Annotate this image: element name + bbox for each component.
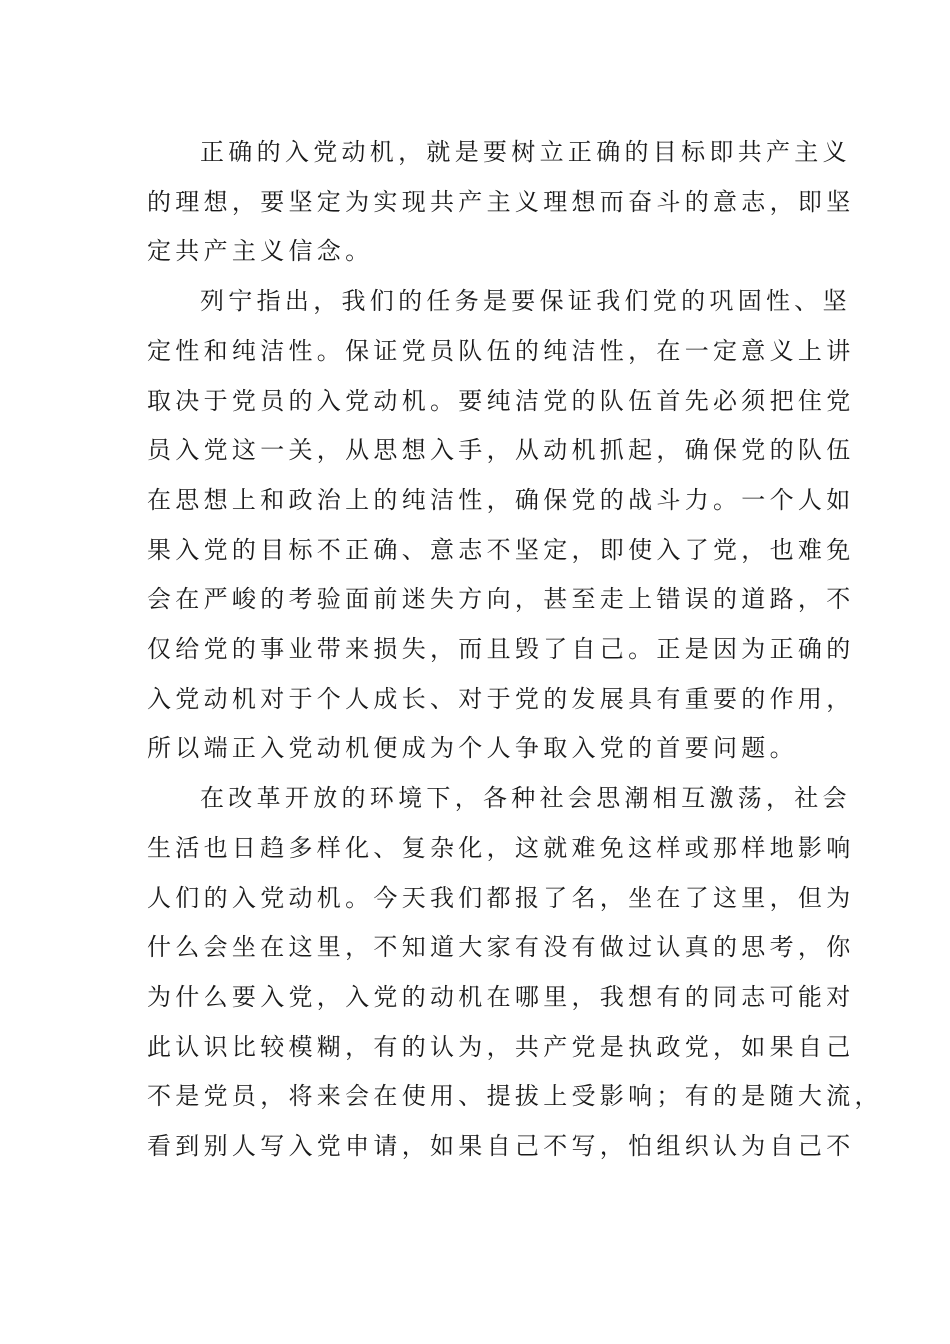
text-line: 生活也日趋多样化、复杂化，这就难免这样或那样地影响 xyxy=(147,833,855,862)
paragraph-1 xyxy=(147,128,855,277)
text-line: 在改革开放的环境下，各种社会思潮相互激荡，社会 xyxy=(200,784,851,813)
paragraph-3 xyxy=(147,774,883,1172)
text-line: 入党动机对于个人成长、对于党的发展具有重要的作用， xyxy=(147,684,855,713)
document-body xyxy=(147,128,883,1172)
text-line: 果入党的目标不正确、意志不坚定，即使入了党，也难免 xyxy=(147,535,855,564)
text-line: 的理想，要坚定为实现共产主义理想而奋斗的意志，即坚 xyxy=(147,187,855,216)
text-line: 此认识比较模糊，有的认为，共产党是执政党，如果自己 xyxy=(147,1032,855,1061)
text-line: 取决于党员的入党动机。要纯洁党的队伍首先必须把住党 xyxy=(147,386,855,415)
text-line: 所以端正入党动机便成为个人争取入党的首要问题。 xyxy=(147,734,798,763)
text-line: 列宁指出，我们的任务是要保证我们党的巩固性、坚 xyxy=(200,287,851,316)
text-line: 人们的入党动机。今天我们都报了名，坐在了这里，但为 xyxy=(147,883,855,912)
paragraph-2 xyxy=(147,277,855,774)
text-line: 正确的入党动机，就是要树立正确的目标即共产主义 xyxy=(200,138,851,166)
text-line: 会在严峻的考验面前迷失方向，甚至走上错误的道路，不 xyxy=(147,585,855,614)
text-line: 为什么要入党，入党的动机在哪里，我想有的同志可能对 xyxy=(147,982,855,1011)
text-line: 看到别人写入党申请，如果自己不写，怕组织认为自己不 xyxy=(147,1132,855,1161)
text-line: 定性和纯洁性。保证党员队伍的纯洁性，在一定意义上讲 xyxy=(147,336,855,365)
text-line: 在思想上和政治上的纯洁性，确保党的战斗力。一个人如 xyxy=(147,485,855,514)
text-line: 仅给党的事业带来损失，而且毁了自己。正是因为正确的 xyxy=(147,635,855,664)
text-line: 不是党员，将来会在使用、提拔上受影响；有的是随大流， xyxy=(147,1082,883,1111)
text-line: 什么会坐在这里，不知道大家有没有做过认真的思考，你 xyxy=(147,933,855,962)
text-line: 员入党这一关，从思想入手，从动机抓起，确保党的队伍 xyxy=(147,436,855,465)
text-line: 定共产主义信念。 xyxy=(147,237,374,266)
